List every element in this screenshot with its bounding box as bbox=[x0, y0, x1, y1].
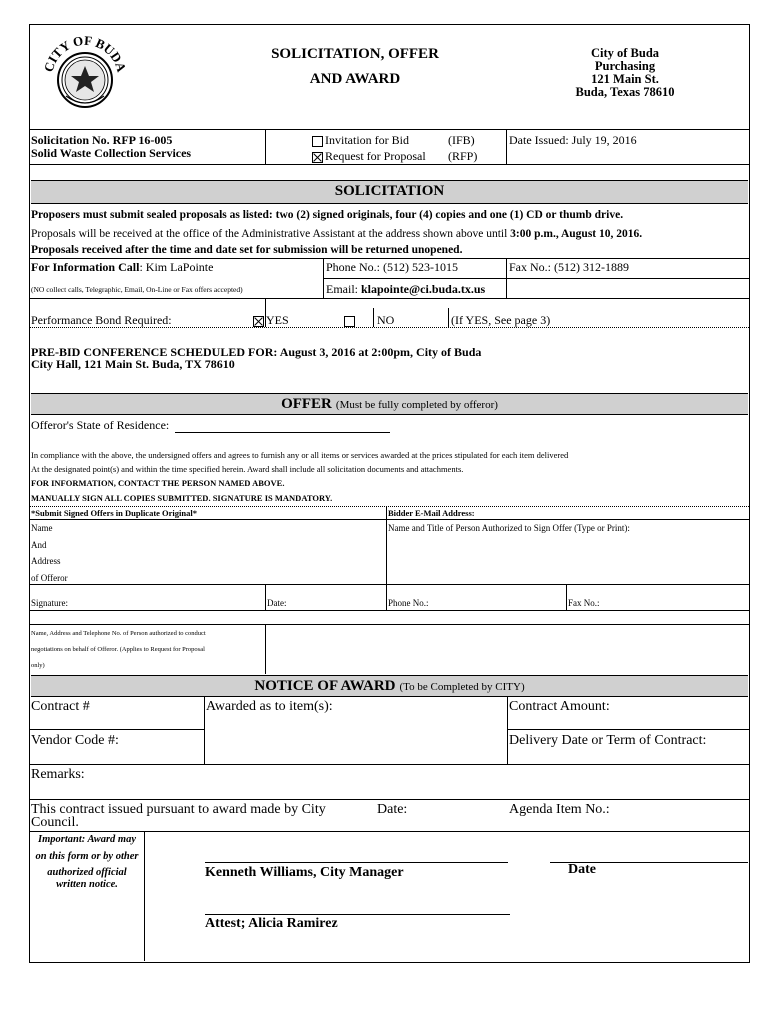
date-issued: Date Issued: July 19, 2016 bbox=[509, 133, 637, 147]
dotted-divider bbox=[29, 506, 749, 507]
solicitation-heading: SOLICITATION bbox=[334, 183, 445, 199]
state-of-residence-input[interactable] bbox=[175, 432, 390, 433]
divider bbox=[265, 624, 266, 674]
awarded-items-label: Awarded as to item(s): bbox=[206, 699, 333, 714]
bidder-email-label: Bidder E-Mail Address: bbox=[388, 508, 475, 518]
divider bbox=[29, 610, 749, 611]
city-manager-name: Kenneth Williams, City Manager bbox=[205, 865, 404, 880]
divider bbox=[448, 308, 449, 327]
bond-no-label: NO bbox=[377, 313, 395, 327]
submit-signed-note: *Submit Signed Offers in Duplicate Original* bbox=[31, 508, 197, 518]
ifb-label: Invitation for Bid bbox=[325, 133, 409, 147]
council-award-line2: Council. bbox=[31, 815, 79, 830]
award-heading: NOTICE OF AWARD bbox=[254, 678, 396, 694]
no-collect-note: (NO collect calls, Telegraphic, Email, On-Line or Fax offers accepted) bbox=[31, 285, 243, 294]
rfp-checkbox-checked[interactable] bbox=[312, 152, 323, 163]
signer-fax-label: Fax No.: bbox=[568, 598, 600, 608]
office-dept: Purchasing bbox=[594, 59, 656, 73]
bond-yes-checkbox-checked[interactable] bbox=[253, 316, 264, 327]
svg-text:CITY OF BUDA: CITY OF BUDA bbox=[40, 32, 130, 74]
ifb-checkbox[interactable] bbox=[312, 136, 323, 147]
delivery-term-label: Delivery Date or Term of Contract: bbox=[509, 733, 707, 748]
solicitation-number: Solicitation No. RFP 16-005 bbox=[31, 133, 173, 147]
offeror-and-label: And bbox=[31, 540, 47, 550]
ifb-option[interactable] bbox=[312, 133, 409, 148]
divider bbox=[507, 696, 508, 764]
divider bbox=[265, 584, 266, 611]
award-heading-wrap bbox=[31, 677, 748, 695]
divider bbox=[29, 799, 749, 800]
info-call bbox=[31, 260, 213, 275]
divider bbox=[29, 624, 749, 625]
offeror-name-label: Name bbox=[31, 523, 53, 533]
rfp-option[interactable] bbox=[312, 149, 426, 164]
receipt-deadline-text: Proposals will be received at the office of the Administrative Assistant at the address shown above until bbox=[31, 228, 511, 240]
divider bbox=[373, 308, 374, 327]
divider bbox=[506, 129, 507, 164]
negotiator-label-1: Name, Address and Telephone No. of Person authorized to conduct bbox=[31, 630, 206, 637]
state-of-residence-label: Offeror's State of Residence: bbox=[31, 418, 170, 432]
city-seal-logo bbox=[38, 28, 132, 122]
compliance-text-1: In compliance with the above, the undersigned offers and agrees to furnish any or all items or services awarded at the prices stipulated for each item delivered bbox=[31, 450, 569, 460]
divider bbox=[29, 519, 749, 520]
phone-number: Phone No.: (512) 523-1015 bbox=[326, 260, 458, 274]
rfp-label: Request for Proposal bbox=[325, 149, 426, 163]
bond-yes-option[interactable] bbox=[253, 313, 289, 328]
solicitation-service: Solid Waste Collection Services bbox=[31, 146, 192, 160]
divider bbox=[29, 258, 749, 259]
city-manager-signature-line[interactable] bbox=[205, 862, 508, 863]
ifb-abbr: (IFB) bbox=[448, 133, 475, 147]
manual-sign-note: MANUALLY SIGN ALL COPIES SUBMITTED. SIGNATURE IS MANDATORY. bbox=[31, 493, 333, 503]
bond-no-box[interactable] bbox=[344, 316, 355, 327]
award-date-label: Date bbox=[568, 862, 596, 877]
divider bbox=[29, 584, 749, 585]
divider bbox=[29, 298, 749, 299]
divider bbox=[323, 278, 749, 279]
divider bbox=[144, 831, 145, 961]
attest-name: Attest; Alicia Ramirez bbox=[205, 916, 338, 931]
email-value[interactable]: klapointe@ci.buda.tx.us bbox=[361, 282, 486, 296]
negotiator-label-2: negotiations on behalf of Offeror. (Applies to Request for Proposal bbox=[31, 646, 205, 653]
receipt-deadline-time: 3:00 p.m., August 10, 2016. bbox=[510, 228, 643, 240]
council-award-line1: This contract issued pursuant to award made by City bbox=[31, 802, 326, 817]
bond-no-checkbox[interactable] bbox=[344, 313, 357, 328]
bond-note: (If YES, See page 3) bbox=[451, 313, 551, 327]
offer-heading-note: (Must be fully completed by offeror) bbox=[335, 399, 498, 411]
email-label: Email: bbox=[326, 282, 361, 296]
fax-number: Fax No.: (512) 312-1889 bbox=[509, 260, 629, 274]
attest-signature-line[interactable] bbox=[205, 914, 510, 915]
council-date-label: Date: bbox=[377, 802, 408, 817]
form-title-line1: SOLICITATION, OFFER bbox=[271, 46, 439, 62]
divider bbox=[566, 584, 567, 611]
divider bbox=[29, 729, 204, 730]
signature-label: Signature: bbox=[31, 598, 68, 608]
solicitation-band bbox=[31, 180, 748, 204]
divider bbox=[386, 506, 387, 611]
divider bbox=[507, 729, 749, 730]
divider bbox=[29, 831, 749, 832]
agenda-item-label: Agenda Item No.: bbox=[509, 802, 610, 817]
form-title-line2: AND AWARD bbox=[309, 71, 401, 87]
office-street: 121 Main St. bbox=[591, 72, 659, 86]
offeror-of-label: of Offeror bbox=[31, 573, 68, 583]
award-band bbox=[31, 675, 748, 697]
info-call-name: : Kim LaPointe bbox=[139, 260, 214, 274]
offer-heading-wrap bbox=[31, 395, 748, 413]
important-note-4: written notice. bbox=[56, 879, 118, 890]
negotiator-label-3: only) bbox=[31, 662, 45, 669]
divider bbox=[265, 129, 266, 164]
offer-heading: OFFER bbox=[281, 396, 332, 412]
remarks-label: Remarks: bbox=[31, 767, 85, 782]
important-note-3: authorized official bbox=[47, 867, 127, 878]
contact-email[interactable] bbox=[326, 282, 485, 297]
divider bbox=[29, 164, 749, 165]
award-heading-note: (To be Completed by CITY) bbox=[399, 681, 525, 693]
submission-requirements: Proposers must submit sealed proposals as listed: two (2) signed originals, four (4) copies and one (1) CD or thumb drive. bbox=[31, 209, 624, 221]
divider bbox=[204, 696, 205, 764]
rfp-abbr: (RFP) bbox=[448, 149, 478, 163]
office-name: City of Buda bbox=[590, 46, 660, 60]
contract-number-label: Contract # bbox=[31, 699, 90, 714]
prebid-conference-line1: PRE-BID CONFERENCE SCHEDULED FOR: August 3, 2016 at 2:00pm, City of Buda bbox=[31, 345, 482, 359]
bond-yes-label: YES bbox=[266, 313, 289, 327]
performance-bond-label: Performance Bond Required: bbox=[31, 313, 172, 327]
info-call-label: For Information Call bbox=[31, 260, 140, 274]
signature-date-label: Date: bbox=[267, 598, 287, 608]
compliance-text-2: At the designated point(s) and within the time specified herein. Award shall include all solicitation documents and attachments. bbox=[31, 464, 464, 474]
signer-phone-label: Phone No.: bbox=[388, 598, 429, 608]
prebid-conference-line2: City Hall, 121 Main St. Buda, TX 78610 bbox=[31, 357, 235, 371]
offer-band bbox=[31, 393, 748, 415]
authorized-person-label: Name and Title of Person Authorized to Sign Offer (Type or Print): bbox=[388, 523, 630, 533]
contract-amount-label: Contract Amount: bbox=[509, 699, 610, 714]
receipt-deadline bbox=[31, 228, 642, 240]
important-note-2: on this form or by other bbox=[35, 851, 139, 862]
contact-person-note: FOR INFORMATION, CONTACT THE PERSON NAMED ABOVE. bbox=[31, 478, 285, 488]
late-proposals-note: Proposals received after the time and date set for submission will be returned unopened. bbox=[31, 244, 463, 256]
vendor-code-label: Vendor Code #: bbox=[31, 733, 119, 748]
offeror-address-label: Address bbox=[31, 556, 61, 566]
office-city: Buda, Texas 78610 bbox=[575, 85, 675, 99]
important-note-1: Important: Award may bbox=[37, 834, 136, 845]
divider bbox=[29, 764, 749, 765]
divider bbox=[29, 129, 749, 130]
